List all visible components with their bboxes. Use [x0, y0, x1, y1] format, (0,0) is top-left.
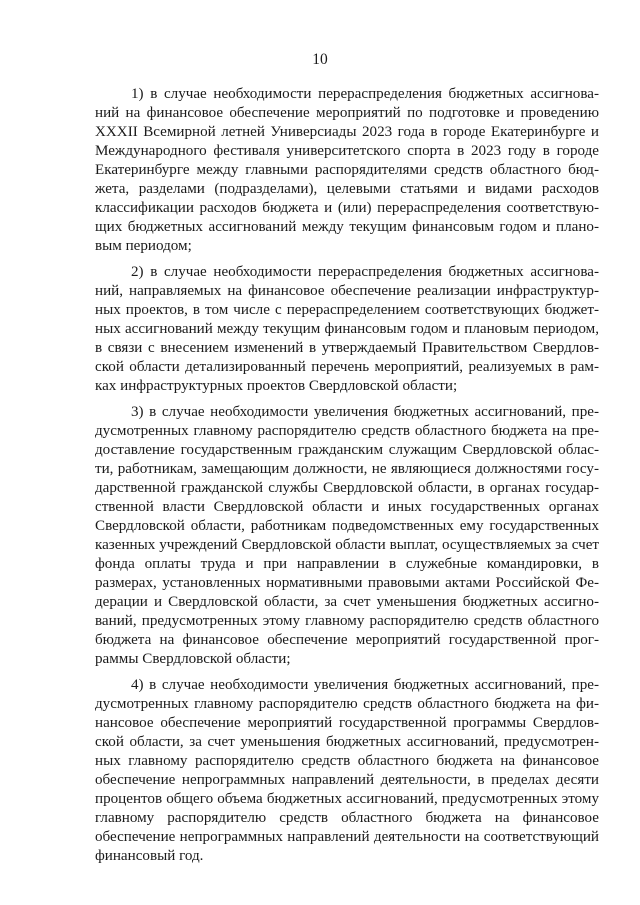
- paragraph-1: 1) в случае необходимости перераспределения бюджетных ассигнований на финансовое обеспечение мероприятий по подготовке и проведению XXXII Всемирной летней Универсиады 2023 года в городе Екатеринбурге и Международного фестиваля университетского спорта в 2023 году в городе Екатеринбурге между главными распорядителями средств областного бюджета, разделами (подразделами), целевыми статьями и видами расходов классификации расходов бюджета и (или) перераспределения соответствующих бюджетных ассигнований между текущим финансовым годом и плановым периодом;: [95, 86, 599, 254]
- paragraph-4: 4) в случае необходимости увеличения бюджетных ассигнований, предусмотренных главному распорядителю средств областного бюджета на финансовое обеспечение мероприятий государственной программы Свердловской области, за счет уменьшения бюджетных ассигнований, предусмотренных главному распорядителю средств областного бюджета на финансовое обеспечение непрограммных направлений деятельности, в пределах десяти процентов общего объема бюджетных ассигнований, предусмотренных этому главному распорядителю средств областного бюджета на финансовое обеспечение непрограммных направлений деятельности на соответствующий финансовый год.: [95, 677, 599, 864]
- page-number: 10: [312, 51, 328, 68]
- document-body: [95, 85, 599, 873]
- paragraph-3: 3) в случае необходимости увеличения бюджетных ассигнований, предусмотренных главному распорядителю средств областного бюджета на предоставление государственным гражданским служащим Свердловской области, работникам, замещающим должности, не являющиеся должностями государственной гражданской службы Свердловской области, в органах государственной власти Свердловской области и иных государственных органах Свердловской области, работникам подведомственных ему государственных казенных учреждений Свердловской области выплат, осуществляемых за счет фонда оплаты труда и при направлении в служебные командировки, в размерах, установленных нормативными правовыми актами Российской Федерации и Свердловской области, за счет уменьшения бюджетных ассигнований, предусмотренных этому главному распорядителю средств областного бюджета на финансовое обеспечение мероприятий государственной программы Свердловской области;: [95, 404, 599, 667]
- paragraph-2: 2) в случае необходимости перераспределения бюджетных ассигнований, направляемых на финансовое обеспечение реализации инфраструктурных проектов, в том числе с перераспределением соответствующих бюджетных ассигнований между текущим финансовым годом и плановым периодом, в связи с внесением изменений в утверждаемый Правительством Свердловской области детализированный перечень мероприятий, реализуемых в рамках инфраструктурных проектов Свердловской области;: [95, 264, 599, 394]
